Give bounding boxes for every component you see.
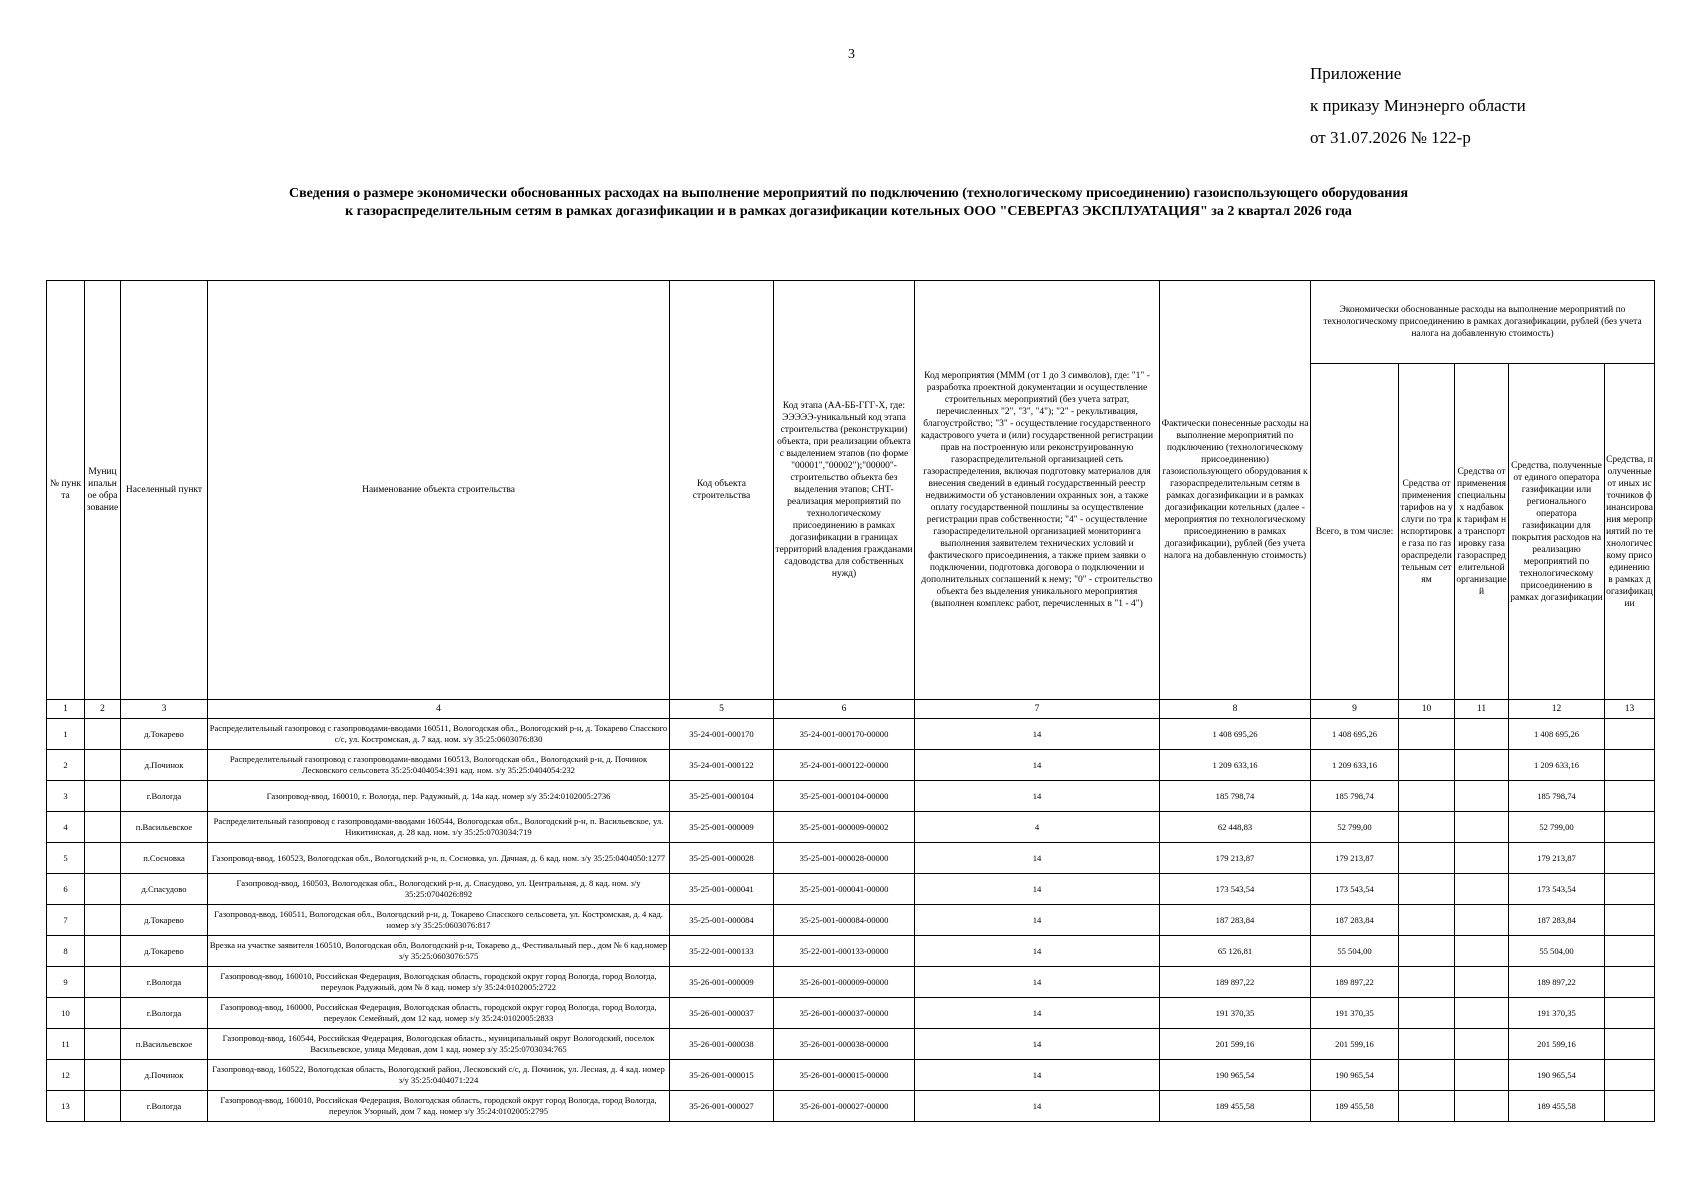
cell-object-name: Газопровод-ввод, 160522, Вологодская область, Вологодский район, Лесковский с/с, д. Починок, ул. Лесная, д. 4 кад. номер з/у 35:25:0404071:224 xyxy=(208,1060,670,1091)
cell-other-sources-funds xyxy=(1605,843,1655,874)
cell-settlement: г.Вологда xyxy=(121,1091,208,1122)
cell-other-sources-funds xyxy=(1605,905,1655,936)
cell-stage-code: 35-26-001-000027-00000 xyxy=(774,1091,915,1122)
cell-tariff-funds xyxy=(1399,812,1455,843)
cell-operator-funds: 173 543,54 xyxy=(1509,874,1605,905)
header-total: Всего, в том числе: xyxy=(1311,364,1399,700)
cell-special-surcharge-funds xyxy=(1455,1060,1509,1091)
table-row xyxy=(47,1060,1655,1091)
cell-tariff-funds xyxy=(1399,1060,1455,1091)
cell-object-name: Газопровод-ввод, 160010, г. Вологда, пер. Радужный, д. 14а кад. номер з/у 35:24:0102005:2736 xyxy=(208,781,670,812)
cell-object-name: Распределительный газопровод с газопроводами-вводами 160513, Вологодская обл., Вологодский р-н, д. Починок Лесковского сельсовета 35:25:0404054:391 кад. ном. з/у 35:25:0404054:232 xyxy=(208,750,670,781)
cell-special-surcharge-funds xyxy=(1455,750,1509,781)
header-justified-costs-group: Экономически обоснованные расходы на выполнение мероприятий по технологическому присоединению в рамках догазификации, рублей (без учета налога на добавленную стоимость) xyxy=(1311,281,1655,364)
cell-actual-costs: 185 798,74 xyxy=(1160,781,1311,812)
cell-object-name: Распределительный газопровод с газопроводами-вводами 160544, Вологодская обл., Вологодский р-н, п. Васильевское, ул. Никитинская, д. 28 кад. ном. з/у 35:25:0703034:719 xyxy=(208,812,670,843)
header-tariff-funds: Средства от применения тарифов на услуги по транспортировке газа по газораспределительным сетям xyxy=(1399,364,1455,700)
table-row xyxy=(47,967,1655,998)
cell-operator-funds: 185 798,74 xyxy=(1509,781,1605,812)
cell-tariff-funds xyxy=(1399,936,1455,967)
cell-actual-costs: 189 897,22 xyxy=(1160,967,1311,998)
column-number: 12 xyxy=(1509,700,1605,719)
header-object-code: Код объекта строительства xyxy=(670,281,774,700)
column-number: 1 xyxy=(47,700,85,719)
cell-actual-costs: 179 213,87 xyxy=(1160,843,1311,874)
cell-municipality xyxy=(85,1029,121,1060)
cell-object-name: Газопровод-ввод, 160544, Российская Федерация, Вологодская область., муниципальный округ Вологодский, поселок Васильевское, улица Медовая, дом 1 кад. номер з/у 35:25:0703034:765 xyxy=(208,1029,670,1060)
cell-activity-code: 14 xyxy=(915,967,1160,998)
cell-operator-funds: 189 897,22 xyxy=(1509,967,1605,998)
cell-total: 189 897,22 xyxy=(1311,967,1399,998)
header-operator-funds: Средства, полученные от единого оператора газификации или регионального оператора газификации для покрытия расходов на реализацию мероприятий по технологическому присоединению в рамках догазификации xyxy=(1509,364,1605,700)
expenses-table xyxy=(46,280,1655,1122)
cell-special-surcharge-funds xyxy=(1455,781,1509,812)
column-number: 2 xyxy=(85,700,121,719)
column-number: 11 xyxy=(1455,700,1509,719)
cell-activity-code: 14 xyxy=(915,719,1160,750)
cell-actual-costs: 173 543,54 xyxy=(1160,874,1311,905)
cell-settlement: п.Васильевское xyxy=(121,812,208,843)
column-number: 5 xyxy=(670,700,774,719)
cell-tariff-funds xyxy=(1399,781,1455,812)
cell-settlement: д.Токарево xyxy=(121,936,208,967)
column-number: 13 xyxy=(1605,700,1655,719)
table-row xyxy=(47,781,1655,812)
cell-operator-funds: 55 504,00 xyxy=(1509,936,1605,967)
cell-activity-code: 14 xyxy=(915,781,1160,812)
cell-stage-code: 35-25-001-000028-00000 xyxy=(774,843,915,874)
cell-special-surcharge-funds xyxy=(1455,719,1509,750)
cell-tariff-funds xyxy=(1399,967,1455,998)
cell-tariff-funds xyxy=(1399,905,1455,936)
cell-other-sources-funds xyxy=(1605,750,1655,781)
cell-item-number: 13 xyxy=(47,1091,85,1122)
cell-actual-costs: 187 283,84 xyxy=(1160,905,1311,936)
cell-other-sources-funds xyxy=(1605,998,1655,1029)
cell-actual-costs: 1 408 695,26 xyxy=(1160,719,1311,750)
cell-object-code: 35-26-001-000009 xyxy=(670,967,774,998)
table-row xyxy=(47,1091,1655,1122)
cell-activity-code: 4 xyxy=(915,812,1160,843)
cell-actual-costs: 62 448,83 xyxy=(1160,812,1311,843)
cell-municipality xyxy=(85,750,121,781)
cell-object-code: 35-26-001-000015 xyxy=(670,1060,774,1091)
cell-total: 52 799,00 xyxy=(1311,812,1399,843)
cell-activity-code: 14 xyxy=(915,905,1160,936)
column-number: 4 xyxy=(208,700,670,719)
cell-special-surcharge-funds xyxy=(1455,998,1509,1029)
cell-settlement: п.Сосновка xyxy=(121,843,208,874)
header-object-name: Наименование объекта строительства xyxy=(208,281,670,700)
cell-tariff-funds xyxy=(1399,998,1455,1029)
cell-object-code: 35-24-001-000170 xyxy=(670,719,774,750)
cell-total: 1 408 695,26 xyxy=(1311,719,1399,750)
cell-municipality xyxy=(85,1060,121,1091)
cell-actual-costs: 65 126,81 xyxy=(1160,936,1311,967)
cell-object-code: 35-25-001-000009 xyxy=(670,812,774,843)
cell-municipality xyxy=(85,843,121,874)
header-actual-costs: Фактически понесенные расходы на выполнение мероприятий по подключению (технологическому присоединению) газоиспользующего оборудования к газораспределительным сетям в рамках догазификации и в рамках догазификации котельных (далее - мероприятия по технологическому присоединению в рамках догазификации), рублей (без учета налога на добавленную стоимость) xyxy=(1160,281,1311,700)
cell-municipality xyxy=(85,936,121,967)
cell-other-sources-funds xyxy=(1605,1060,1655,1091)
cell-item-number: 5 xyxy=(47,843,85,874)
cell-object-code: 35-25-001-000041 xyxy=(670,874,774,905)
cell-activity-code: 14 xyxy=(915,1060,1160,1091)
cell-other-sources-funds xyxy=(1605,936,1655,967)
cell-settlement: г.Вологда xyxy=(121,998,208,1029)
cell-stage-code: 35-26-001-000038-00000 xyxy=(774,1029,915,1060)
cell-municipality xyxy=(85,874,121,905)
cell-total: 187 283,84 xyxy=(1311,905,1399,936)
cell-tariff-funds xyxy=(1399,719,1455,750)
cell-object-name: Газопровод-ввод, 160010, Российская Федерация, Вологодская область, городской округ город Вологда, город Вологда, переулок Узорный, дом 7 кад. номер з/у 35:24:0102005:2795 xyxy=(208,1091,670,1122)
cell-settlement: д.Починок xyxy=(121,750,208,781)
header-stage-code: Код этапа (АА-ББ-ГГГ-Х, где: ЭЭЭЭЭ-уникальный код этапа строительства (реконструкции) объекта, при реализации объекта с выделением этапов (по форме "00001","00002");"00000"-строительство объекта без выделения этапов; СНТ-реализация мероприятий по технологическому присоединению в рамках догазификации в границах территорий владения гражданами садоводства для собственных нужд) xyxy=(774,281,915,700)
cell-other-sources-funds xyxy=(1605,1091,1655,1122)
column-number: 9 xyxy=(1311,700,1399,719)
column-number: 3 xyxy=(121,700,208,719)
cell-settlement: д.Токарево xyxy=(121,905,208,936)
cell-stage-code: 35-25-001-000104-00000 xyxy=(774,781,915,812)
table-row xyxy=(47,719,1655,750)
appendix-line-2: к приказу Минэнерго области xyxy=(1310,96,1526,115)
cell-other-sources-funds xyxy=(1605,1029,1655,1060)
cell-object-name: Газопровод-ввод, 160010, Российская Федерация, Вологодская область, городской округ город Вологда, город Вологда, переулок Радужный, дом № 8 кад. номер з/у 35:24:0102005:2722 xyxy=(208,967,670,998)
column-number: 6 xyxy=(774,700,915,719)
cell-total: 191 370,35 xyxy=(1311,998,1399,1029)
cell-special-surcharge-funds xyxy=(1455,967,1509,998)
cell-stage-code: 35-24-001-000170-00000 xyxy=(774,719,915,750)
column-number: 10 xyxy=(1399,700,1455,719)
cell-other-sources-funds xyxy=(1605,812,1655,843)
cell-operator-funds: 191 370,35 xyxy=(1509,998,1605,1029)
cell-object-code: 35-26-001-000037 xyxy=(670,998,774,1029)
cell-total: 201 599,16 xyxy=(1311,1029,1399,1060)
cell-item-number: 2 xyxy=(47,750,85,781)
table-row xyxy=(47,750,1655,781)
cell-special-surcharge-funds xyxy=(1455,905,1509,936)
table-row xyxy=(47,905,1655,936)
cell-actual-costs: 201 599,16 xyxy=(1160,1029,1311,1060)
cell-settlement: г.Вологда xyxy=(121,781,208,812)
cell-item-number: 4 xyxy=(47,812,85,843)
cell-tariff-funds xyxy=(1399,843,1455,874)
cell-operator-funds: 189 455,58 xyxy=(1509,1091,1605,1122)
appendix-line-1: Приложение xyxy=(1310,64,1402,83)
header-special-surcharge-funds: Средства от применения специальных надбавок к тарифам на транспортировку газа газораспределительной организацией xyxy=(1455,364,1509,700)
cell-special-surcharge-funds xyxy=(1455,874,1509,905)
cell-stage-code: 35-26-001-000009-00000 xyxy=(774,967,915,998)
cell-special-surcharge-funds xyxy=(1455,843,1509,874)
cell-total: 1 209 633,16 xyxy=(1311,750,1399,781)
cell-item-number: 1 xyxy=(47,719,85,750)
cell-activity-code: 14 xyxy=(915,936,1160,967)
cell-object-code: 35-25-001-000104 xyxy=(670,781,774,812)
cell-object-name: Газопровод-ввод, 160511, Вологодская обл., Вологодский р-н, д. Токарево Спасского сельсовета, ул. Костромская, д. 4 кад. номер з/у 35:25:0603076:817 xyxy=(208,905,670,936)
cell-object-code: 35-24-001-000122 xyxy=(670,750,774,781)
cell-actual-costs: 191 370,35 xyxy=(1160,998,1311,1029)
cell-stage-code: 35-25-001-000041-00000 xyxy=(774,874,915,905)
cell-special-surcharge-funds xyxy=(1455,936,1509,967)
cell-operator-funds: 1 209 633,16 xyxy=(1509,750,1605,781)
cell-operator-funds: 190 965,54 xyxy=(1509,1060,1605,1091)
cell-activity-code: 14 xyxy=(915,1091,1160,1122)
cell-item-number: 11 xyxy=(47,1029,85,1060)
header-settlement: Населенный пункт xyxy=(121,281,208,700)
cell-stage-code: 35-26-001-000015-00000 xyxy=(774,1060,915,1091)
column-number: 8 xyxy=(1160,700,1311,719)
cell-actual-costs: 1 209 633,16 xyxy=(1160,750,1311,781)
cell-activity-code: 14 xyxy=(915,843,1160,874)
cell-object-code: 35-26-001-000027 xyxy=(670,1091,774,1122)
cell-item-number: 10 xyxy=(47,998,85,1029)
cell-item-number: 8 xyxy=(47,936,85,967)
column-number-row xyxy=(47,700,1655,719)
header-other-sources-funds: Средства, полученные от иных источников финансирования мероприятий по технологическому присоединению в рамках догазификации xyxy=(1605,364,1655,700)
cell-actual-costs: 190 965,54 xyxy=(1160,1060,1311,1091)
cell-tariff-funds xyxy=(1399,1029,1455,1060)
cell-activity-code: 14 xyxy=(915,874,1160,905)
cell-other-sources-funds xyxy=(1605,967,1655,998)
cell-object-name: Газопровод-ввод, 160503, Вологодская обл., Вологодский р-н, д. Спасудово, ул. Центральная, д. 8 кад. ном. з/у 35:25:0704026:892 xyxy=(208,874,670,905)
table-row xyxy=(47,812,1655,843)
cell-stage-code: 35-25-001-000009-00002 xyxy=(774,812,915,843)
table-row xyxy=(47,1029,1655,1060)
cell-tariff-funds xyxy=(1399,1091,1455,1122)
cell-item-number: 9 xyxy=(47,967,85,998)
header-item-number: № пункта xyxy=(47,281,85,700)
column-number: 7 xyxy=(915,700,1160,719)
cell-activity-code: 14 xyxy=(915,1029,1160,1060)
cell-settlement: д.Токарево xyxy=(121,719,208,750)
cell-municipality xyxy=(85,781,121,812)
cell-actual-costs: 189 455,58 xyxy=(1160,1091,1311,1122)
cell-object-code: 35-26-001-000038 xyxy=(670,1029,774,1060)
cell-item-number: 6 xyxy=(47,874,85,905)
cell-other-sources-funds xyxy=(1605,781,1655,812)
cell-total: 173 543,54 xyxy=(1311,874,1399,905)
cell-other-sources-funds xyxy=(1605,874,1655,905)
cell-object-name: Врезка на участке заявителя 160510, Вологодская обл, Вологодский р-н, Токарево д., Фестивальный пер., дом № 6 кад.номер з/у 35:25:0603076:575 xyxy=(208,936,670,967)
cell-municipality xyxy=(85,905,121,936)
table-row xyxy=(47,843,1655,874)
cell-operator-funds: 179 213,87 xyxy=(1509,843,1605,874)
cell-stage-code: 35-25-001-000084-00000 xyxy=(774,905,915,936)
cell-item-number: 3 xyxy=(47,781,85,812)
table-row xyxy=(47,998,1655,1029)
cell-stage-code: 35-26-001-000037-00000 xyxy=(774,998,915,1029)
cell-operator-funds: 187 283,84 xyxy=(1509,905,1605,936)
cell-total: 55 504,00 xyxy=(1311,936,1399,967)
cell-total: 179 213,87 xyxy=(1311,843,1399,874)
cell-object-code: 35-25-001-000084 xyxy=(670,905,774,936)
cell-operator-funds: 1 408 695,26 xyxy=(1509,719,1605,750)
title-line-2: к газораспределительным сетям в рамках догазификации и в рамках догазификации котельных ООО "СЕВЕРГАЗ ЭКСПЛУАТАЦИЯ" за 2 квартал 2026 года xyxy=(345,204,1352,219)
cell-item-number: 7 xyxy=(47,905,85,936)
cell-municipality xyxy=(85,812,121,843)
cell-special-surcharge-funds xyxy=(1455,1029,1509,1060)
cell-municipality xyxy=(85,967,121,998)
appendix-line-3: от 31.07.2026 № 122-р xyxy=(1310,128,1471,147)
cell-special-surcharge-funds xyxy=(1455,1091,1509,1122)
document-title xyxy=(60,185,1637,221)
cell-object-code: 35-22-001-000133 xyxy=(670,936,774,967)
cell-municipality xyxy=(85,998,121,1029)
cell-activity-code: 14 xyxy=(915,750,1160,781)
cell-operator-funds: 52 799,00 xyxy=(1509,812,1605,843)
cell-total: 189 455,58 xyxy=(1311,1091,1399,1122)
header-activity-code: Код мероприятия (МММ (от 1 до 3 символов), где: "1" - разработка проектной документации и осуществление строительных мероприятий (без учета затрат, перечисленных "2", "3", "4"); "2" - рекультивация, благоустройство; "3" - осуществление государственного кадастрового учета и (или) государственной регистрации прав на построенную или реконструированную газораспределительной организацией сеть газораспределения, включая подготовку материалов для внесения сведений в единый государственный реестр недвижимости об установлении охранных зон, а также оплату государственной пошлины за осуществление регистрации прав собственности; "4" - осуществление газораспределительной организацией мониторинга выполнения заявителем технических условий и фактического присоединения, а также прием заявки о подключении, подготовка договора о подключении и дополнительных соглашений к нему; "0" - строительство объекта без выделения уникального мероприятия (выполнен комплекс работ, перечисленных в "1 - 4") xyxy=(915,281,1160,700)
cell-settlement: д.Спасудово xyxy=(121,874,208,905)
cell-stage-code: 35-22-001-000133-00000 xyxy=(774,936,915,967)
cell-activity-code: 14 xyxy=(915,998,1160,1029)
cell-object-code: 35-25-001-000028 xyxy=(670,843,774,874)
cell-special-surcharge-funds xyxy=(1455,812,1509,843)
cell-operator-funds: 201 599,16 xyxy=(1509,1029,1605,1060)
page-number: 3 xyxy=(848,47,855,62)
cell-other-sources-funds xyxy=(1605,719,1655,750)
cell-municipality xyxy=(85,719,121,750)
cell-tariff-funds xyxy=(1399,750,1455,781)
table-row xyxy=(47,936,1655,967)
cell-item-number: 12 xyxy=(47,1060,85,1091)
cell-tariff-funds xyxy=(1399,874,1455,905)
cell-object-name: Распределительный газопровод с газопроводами-вводами 160511, Вологодская обл., Вологодский р-н, д. Токарево Спасского с/с, ул. Костромская, д. 7 кад. ном. з/у 35:25:0603076:830 xyxy=(208,719,670,750)
title-line-1: Сведения о размере экономически обоснованных расходах на выполнение мероприятий по подключению (технологическому присоединению) газоиспользующего оборудования xyxy=(288,186,1409,201)
cell-stage-code: 35-24-001-000122-00000 xyxy=(774,750,915,781)
cell-settlement: г.Вологда xyxy=(121,967,208,998)
cell-municipality xyxy=(85,1091,121,1122)
cell-object-name: Газопровод-ввод, 160523, Вологодская обл., Вологодский р-н, п. Сосновка, ул. Дачная, д. 6 кад. ном. з/у 35:25:0404050:1277 xyxy=(208,843,670,874)
cell-settlement: п.Васильевское xyxy=(121,1029,208,1060)
cell-settlement: д.Починок xyxy=(121,1060,208,1091)
appendix-block xyxy=(1310,58,1526,154)
header-municipality: Муниципальное образование xyxy=(85,281,121,700)
table-row xyxy=(47,874,1655,905)
cell-object-name: Газопровод-ввод, 160000, Российская Федерация, Вологодская область, городской округ город Вологда, город Вологда, переулок Семейный, дом 12 кад. номер з/у 35:24:0102005:2833 xyxy=(208,998,670,1029)
cell-total: 185 798,74 xyxy=(1311,781,1399,812)
cell-total: 190 965,54 xyxy=(1311,1060,1399,1091)
